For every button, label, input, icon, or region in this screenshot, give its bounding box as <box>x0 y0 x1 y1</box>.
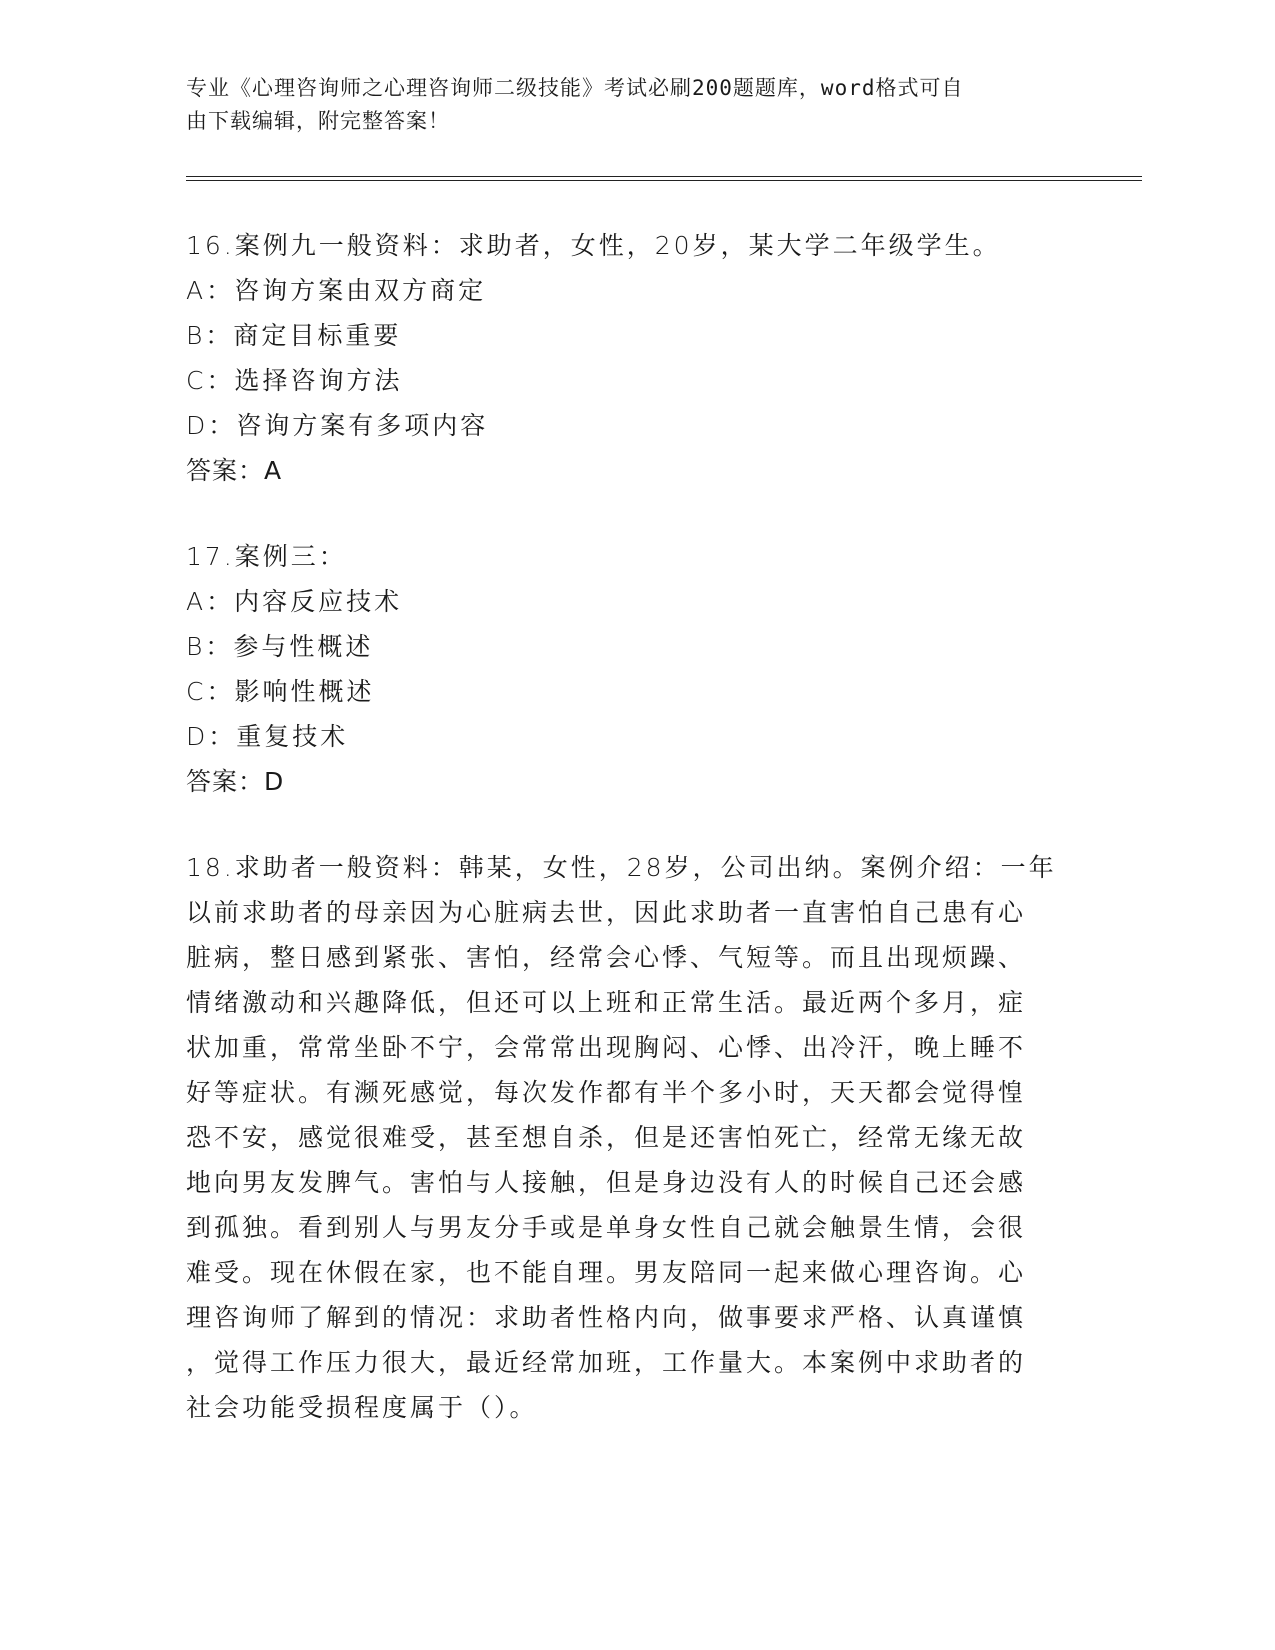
answer: 答案：A <box>186 456 283 485</box>
question-text-line: 脏病，整日感到紧张、害怕，经常会心悸、气短等。而且出现烦躁、 <box>186 943 1027 972</box>
header-line: 专业《心理咨询师之心理咨询师二级技能》考试必刷200题题库，word格式可自 <box>186 76 964 100</box>
option-d: D：重复技术 <box>186 722 349 751</box>
question-text-line: 18.求助者一般资料：韩某，女性，28岁，公司出纳。案例介绍：一年 <box>186 853 1057 882</box>
question-18 <box>186 845 1086 1430</box>
question-title: 16.案例九一般资料：求助者，女性，20岁，某大学二年级学生。 <box>186 231 1001 260</box>
option-a: A：咨询方案由双方商定 <box>186 276 487 305</box>
question-text-line: 到孤独。看到别人与男友分手或是单身女性自己就会触景生情，会很 <box>186 1213 1027 1242</box>
question-text-line: 情绪激动和兴趣降低，但还可以上班和正常生活。最近两个多月，症 <box>186 988 1027 1017</box>
question-text-line: 以前求助者的母亲因为心脏病去世，因此求助者一直害怕自己患有心 <box>186 898 1027 927</box>
question-text <box>186 845 1066 1430</box>
question-text-line: 难受。现在休假在家，也不能自理。男友陪同一起来做心理咨询。心 <box>186 1258 1027 1287</box>
question-16 <box>186 223 1086 493</box>
question-text-line: 状加重，常常坐卧不宁，会常常出现胸闷、心悸、出冷汗，晚上睡不 <box>186 1033 1027 1062</box>
document-header <box>186 72 1086 138</box>
option-a: A：内容反应技术 <box>186 587 403 616</box>
option-d: D：咨询方案有多项内容 <box>186 411 489 440</box>
option-c: C：影响性概述 <box>186 677 375 706</box>
question-text-line: 社会功能受损程度属于（）。 <box>186 1393 538 1422</box>
question-title: 17.案例三： <box>186 542 347 571</box>
option-b: B：参与性概述 <box>186 632 374 661</box>
answer: 答案：D <box>186 767 285 796</box>
question-text-line: 地向男友发脾气。害怕与人接触，但是身边没有人的时候自己还会感 <box>186 1168 1027 1197</box>
option-b: B：商定目标重要 <box>186 321 402 350</box>
question-text-line: 恐不安，感觉很难受，甚至想自杀，但是还害怕死亡，经常无缘无故 <box>186 1123 1027 1152</box>
question-text-line: 理咨询师了解到的情况：求助者性格内向，做事要求严格、认真谨慎 <box>186 1303 1027 1332</box>
header-divider <box>186 176 1142 181</box>
question-text-line: ，觉得工作压力很大，最近经常加班，工作量大。本案例中求助者的 <box>186 1348 1027 1377</box>
question-text-line: 好等症状。有濒死感觉，每次发作都有半个多小时，天天都会觉得惶 <box>186 1078 1027 1107</box>
option-c: C：选择咨询方法 <box>186 366 403 395</box>
question-17 <box>186 534 1086 804</box>
header-line: 由下载编辑，附完整答案！ <box>186 109 450 133</box>
